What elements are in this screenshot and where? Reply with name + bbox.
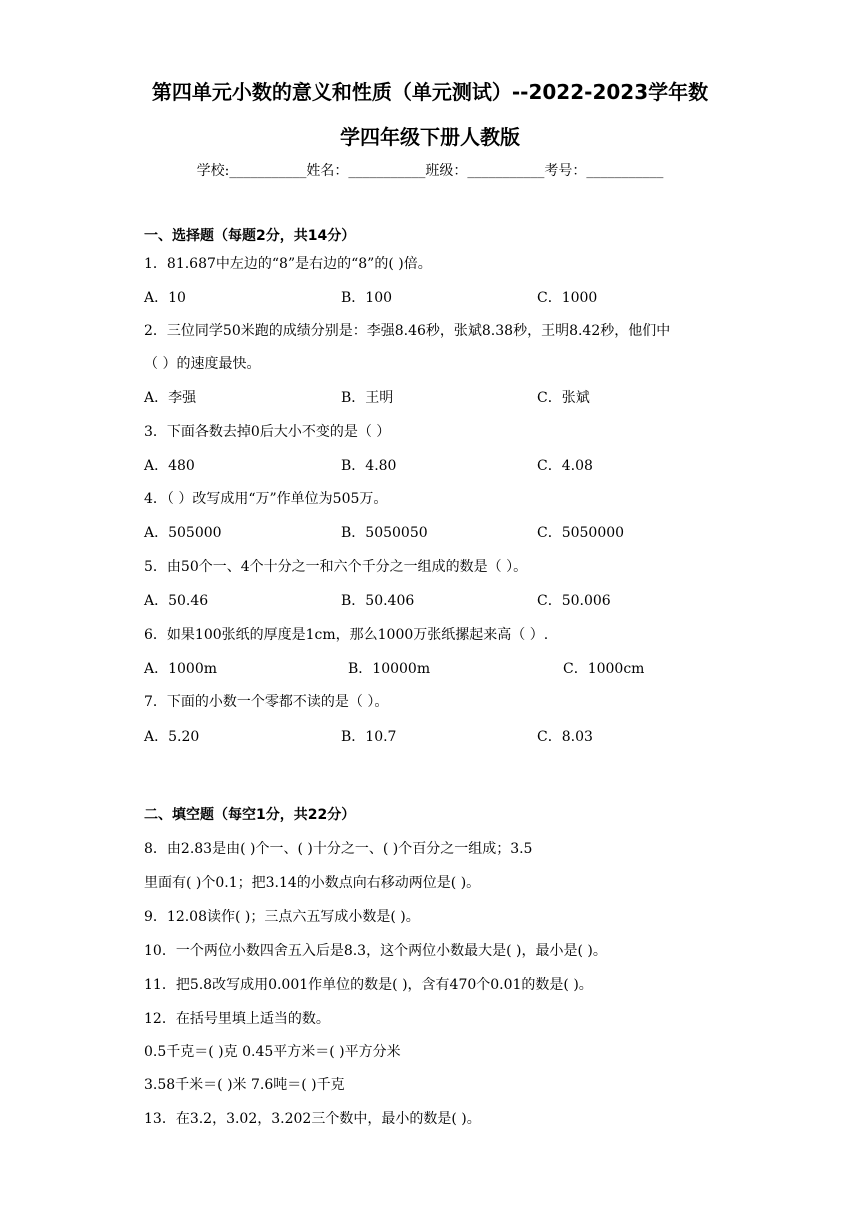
q4-option-b: B．5050050 <box>341 525 428 541</box>
question-3: 3．下面各数去掉0后大小不变的是（ ） <box>144 424 391 440</box>
question-12-row1: 0.5千克＝( )克 0.45平方米＝( )平方分米 <box>144 1044 401 1060</box>
q6-option-b: B．10000m <box>348 661 431 677</box>
q2-option-c: C．张斌 <box>537 390 590 406</box>
question-12-row2: 3.58千米＝( )米 7.6吨＝( )千克 <box>144 1077 345 1093</box>
q7-option-b: B．10.7 <box>341 729 397 745</box>
question-4: 4．（ ）改写成用“万”作单位为505万。 <box>144 491 388 507</box>
question-1: 1．81.687中左边的“8”是右边的“8”的( )倍。 <box>144 256 432 272</box>
question-8-line1: 8．由2.83是由( )个一、( )十分之一、( )个百分之一组成；3.5 <box>144 841 533 857</box>
section-heading-fill: 二、填空题（每空1分，共22分） <box>144 807 356 823</box>
q7-option-c: C．8.03 <box>537 729 593 745</box>
page-title-line1: 第四单元小数的意义和性质（单元测试）--2022-2023学年数 <box>151 80 709 104</box>
section-heading-choice: 一、选择题（每题2分，共14分） <box>144 228 356 244</box>
q3-option-c: C．4.08 <box>537 458 593 474</box>
question-10: 10．一个两位小数四舍五入后是8.3，这个两位小数最大是( )，最小是( )。 <box>144 943 607 959</box>
question-7: 7．下面的小数一个零都不读的是（ ）。 <box>144 694 389 710</box>
question-9: 9．12.08读作( )；三点六五写成小数是( )。 <box>144 909 420 925</box>
page-title-line2: 学四年级下册人教版 <box>340 125 520 149</box>
q4-option-c: C．5050000 <box>537 525 625 541</box>
q2-option-b: B．王明 <box>341 390 394 406</box>
question-13: 13．在3.2，3.02，3.202三个数中，最小的数是( )。 <box>144 1111 481 1127</box>
question-8-line2: 里面有( )个0.1；把3.14的小数点向右移动两位是( )。 <box>144 875 481 891</box>
q5-option-a: A．50.46 <box>144 593 209 609</box>
q6-option-c: C．1000cm <box>563 661 645 677</box>
question-5: 5．由50个一、4个十分之一和六个千分之一组成的数是（ ）。 <box>144 559 528 575</box>
q6-option-a: A．1000m <box>144 661 218 677</box>
q7-option-a: A．5.20 <box>144 729 200 745</box>
student-info-line: 学校:___________姓名：___________班级：___________考号：___________ <box>196 163 664 179</box>
q3-option-a: A．480 <box>144 458 195 474</box>
question-2-line1: 2．三位同学50米跑的成绩分别是：李强8.46秒，张斌8.38秒，王明8.42秒，他们中 <box>144 323 671 339</box>
q1-option-c: C．1000 <box>537 290 598 306</box>
q1-option-b: B．100 <box>341 290 393 306</box>
question-12: 12．在括号里填上适当的数。 <box>144 1011 330 1027</box>
q1-option-a: A．10 <box>144 290 186 306</box>
question-11: 11．把5.8改写成用0.001作单位的数是( )，含有470个0.01的数是( )。 <box>144 977 593 993</box>
question-2-line2: （ ）的速度最快。 <box>144 356 261 372</box>
question-6: 6．如果100张纸的厚度是1cm，那么1000万张纸摞起来高（ ）. <box>144 627 549 643</box>
q2-option-a: A．李强 <box>144 390 197 406</box>
q3-option-b: B．4.80 <box>341 458 397 474</box>
q5-option-c: C．50.006 <box>537 593 611 609</box>
q5-option-b: B．50.406 <box>341 593 415 609</box>
q4-option-a: A．505000 <box>144 525 222 541</box>
